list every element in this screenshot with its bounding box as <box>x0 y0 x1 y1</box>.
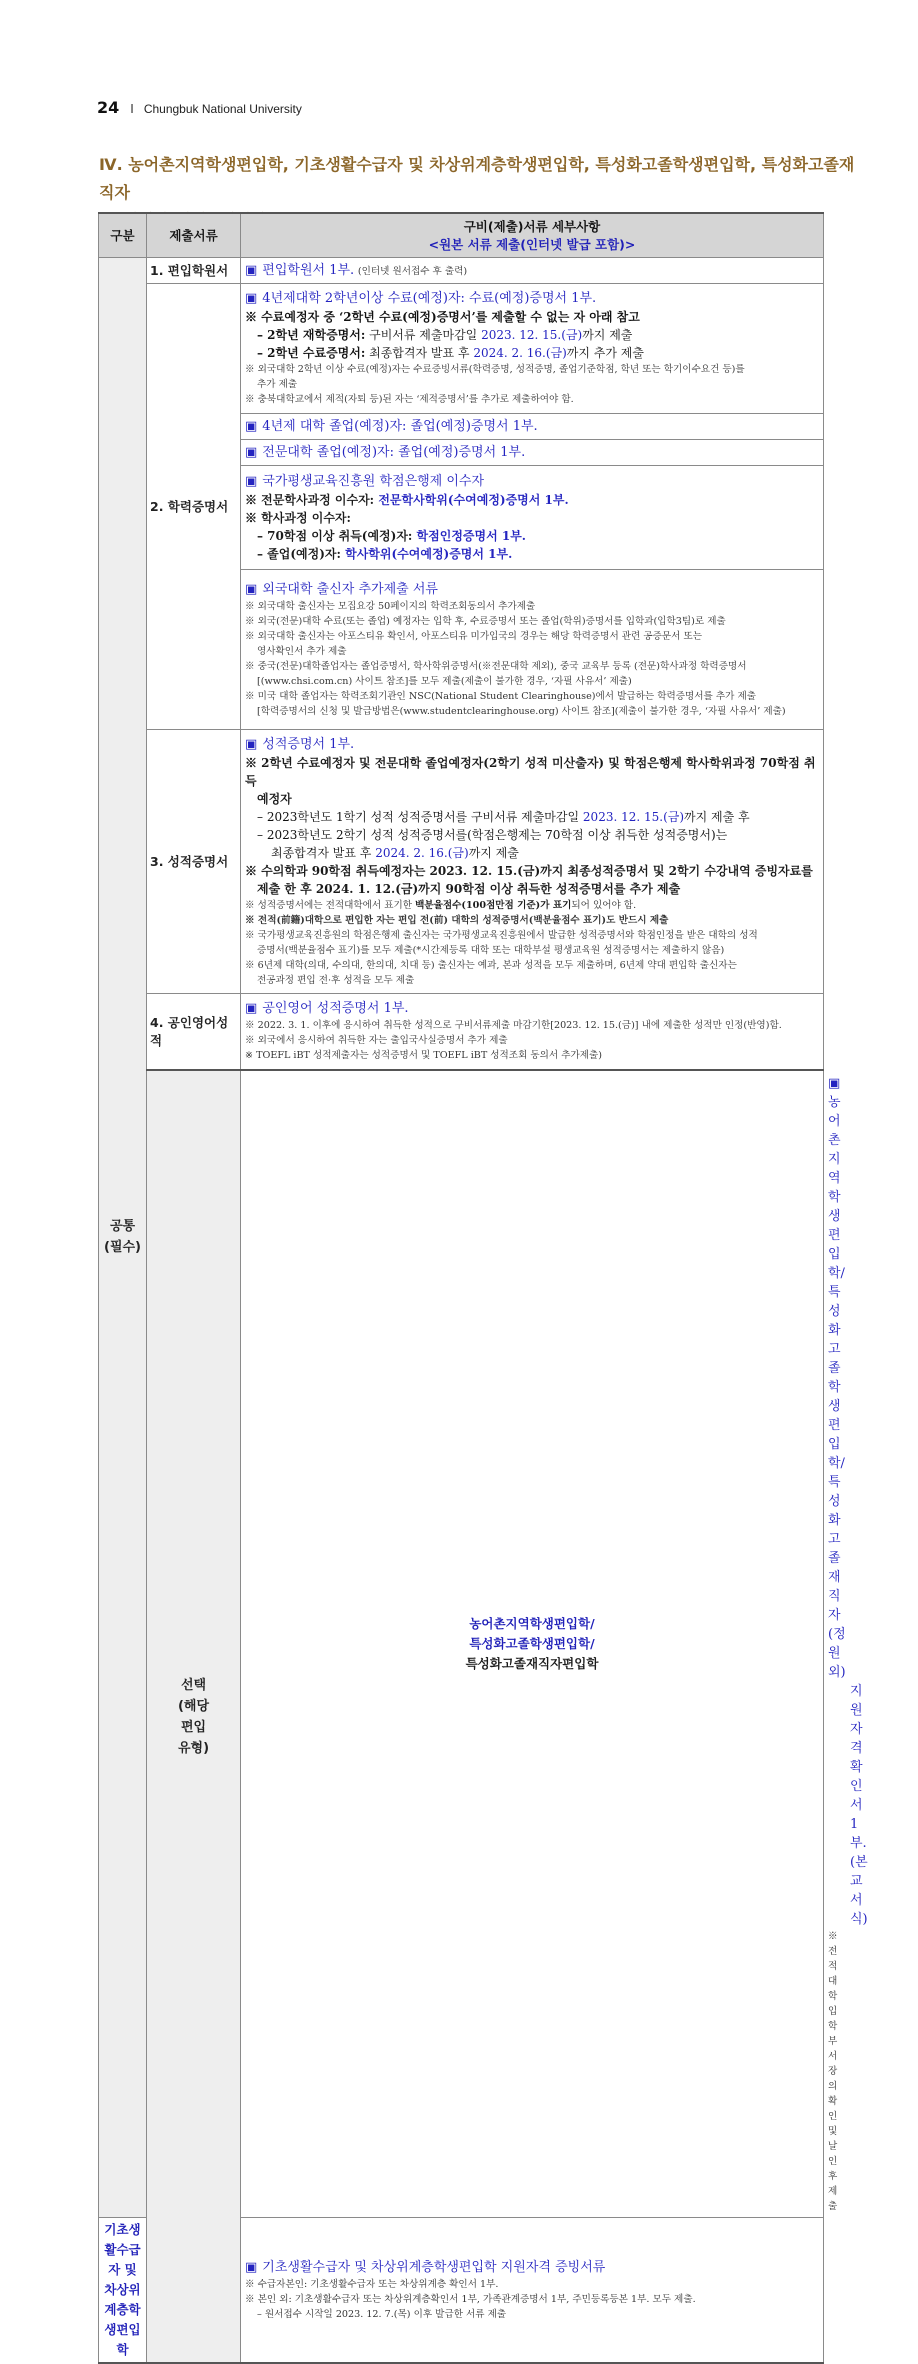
page-header <box>97 98 302 117</box>
table-row <box>99 283 824 413</box>
detail-line: 제출 한 후 2024. 1. 12.(금)까지 90학점 이상 취득한 성적증명서를 추가 제출 <box>257 881 681 896</box>
detail-basic-livelihood <box>241 2218 824 2364</box>
checkbox-square-icon: ▣ <box>245 418 258 434</box>
header-documents: 제출서류 <box>147 213 241 257</box>
detail-note: ※ 국가평생교육진흥원의 학점은행제 출신자는 국가평생교육진흥원에서 발급한 성적증명서와 학점인정을 받은 대학의 성적 <box>245 929 758 941</box>
checkbox-square-icon: ▣ <box>245 581 258 597</box>
detail-note: 증명서(백분율점수 표기)를 모두 제출(*시간제등록 대학 또는 대학부설 평생교육원 성적증명서는 제출하지 않음) <box>257 944 725 956</box>
detail-text: ※ 성적증명서에는 전적대학에서 표기한 <box>245 899 413 911</box>
doc-label-line: 특성화고졸재직자편입학 <box>465 1656 599 1671</box>
detail-text: 학점인정증명서 1부. <box>416 528 526 543</box>
detail-title: 편입학원서 1부. <box>262 262 355 278</box>
detail-line <box>245 808 819 826</box>
detail-note: 영사확인서 추가 제출 <box>257 645 347 657</box>
table-header-row <box>99 213 824 257</box>
detail-note: ※ 2022. 3. 1. 이후에 응시하여 취득한 성적으로 구비서류제출 마감기한[2023. 12. 15.(금)] 내에 제출한 성적만 인정(반영)함. <box>245 1020 782 1032</box>
detail-line <box>245 491 819 509</box>
detail-note: – 원서접수 시작일 2023. 12. 7.(목) 이후 발급한 서류 제출 <box>257 2309 507 2320</box>
table-row <box>99 257 824 283</box>
doc-transcript: 3. 성적증명서 <box>147 729 241 993</box>
detail-note: 추가 제출 <box>257 379 298 390</box>
detail-note: ※ 외국에서 응시하여 취득한 자는 출입국사실증명서 추가 제출 <box>245 1035 508 1047</box>
deadline-date: 2024. 2. 16.(금) <box>473 346 567 360</box>
header-details-title: 구비(제출)서류 세부사항 <box>463 219 601 235</box>
detail-line: 예정자 <box>257 791 292 806</box>
detail-note: ※ 충북대학교에서 제적(자퇴 등)된 자는 ‘제적증명서’를 추가로 제출하여야 함. <box>245 394 574 405</box>
doc-english-score: 4. 공인영어성적 <box>147 993 241 1070</box>
checkbox-square-icon: ▣ <box>245 291 258 306</box>
detail-label: – 70학점 이상 취득(예정)자: <box>257 528 413 543</box>
detail-title: 4년제대학 2학년이상 수료(예정)자: 수료(예정)증명서 1부. <box>262 291 597 306</box>
detail-line: ※ 수의학과 90학점 취득예정자는 2023. 12. 15.(금)까지 최종성적증명서 및 2학기 수강내역 증빙자료를 <box>245 863 813 878</box>
detail-line: – 2023학년도 2학기 성적 성적증명서를(학점은행제는 70학점 이상 취득한 성적증명서)는 <box>257 827 728 842</box>
university-name: Chungbuk National University <box>143 102 302 116</box>
optional-group-sublabel: 유형) <box>177 1740 210 1756</box>
optional-group-label: 선택 <box>180 1677 207 1693</box>
detail-note: ※ 외국(전문)대학 수료(또는 졸업) 예정자는 입학 후, 수료증명서 또는 졸업(학위)증명서를 입학과(입학3팀)로 제출 <box>245 615 726 627</box>
detail-title: 기초생활수급자 및 차상위계층학생편입학 지원자격 증빙서류 <box>262 2260 606 2275</box>
detail-title: 외국대학 출신자 추가제출 서류 <box>262 581 438 597</box>
detail-line: ※ 2학년 수료예정자 및 전문대학 졸업예정자(2학기 성적 미산출자) 및 학점은행제 학사학위과정 70학점 취득 <box>245 755 816 788</box>
doc-rural-specialized <box>241 1070 824 2218</box>
common-group-label: 공통 <box>109 1219 136 1235</box>
detail-english-score <box>241 993 824 1070</box>
detail-note: (인터넷 원서접수 후 출력) <box>357 265 468 277</box>
doc-application-form: 1. 편입학원서 <box>147 257 241 283</box>
optional-group-cell <box>147 1070 241 2363</box>
detail-text: 까지 제출 후 <box>684 809 750 824</box>
detail-note: ※ 미국 대학 졸업자는 학력조회기관인 NSC(National Student Clearinghouse)에서 발급하는 학력증명서를 추가 제출 <box>245 690 756 702</box>
optional-group-sublabel: (해당 <box>177 1698 210 1714</box>
detail-transcript <box>241 729 824 993</box>
detail-text: 되어 있어야 함. <box>571 899 637 911</box>
detail-label: ※ 전문학사과정 이수자: <box>245 492 375 507</box>
table-row: 선택 (해당 편입 유형) 농어촌지역학생편입학/ 특성화고졸학생편입학/ 특성화고졸재직자편입학 ▣농어촌지역학생편입학/특성화고졸학생편입학/특성화고졸재직자(정원외) 지원자격 확인서 1부.(본교서식) ※ 전적대학 입학부서장의 확인 및 날인 후 제출 <box>99 1070 824 2218</box>
doc-label-line: 농어촌지역학생편입학/ <box>469 1616 595 1631</box>
detail-line <box>245 344 819 362</box>
doc-label-line: 기초생활수급자 및 <box>104 2222 141 2277</box>
detail-credit-bank <box>241 465 824 569</box>
detail-line: ※ 수료예정자 중 ‘2학년 수료(예정)증명서’를 제출할 수 없는 자 아래 참고 <box>245 310 640 324</box>
detail-title: 공인영어 성적증명서 1부. <box>262 1001 409 1017</box>
doc-basic-livelihood <box>99 2218 147 2364</box>
page-number: 24 <box>97 98 120 117</box>
detail-text: – 2023학년도 1학기 성적 성적증명서를 구비서류 제출마감일 <box>257 809 580 824</box>
doc-academic-certificate: 2. 학력증명서 <box>147 283 241 729</box>
doc-label-line: 차상위계층학생편입학 <box>104 2282 141 2357</box>
detail-note: ※ 외국대학 2학년 이상 수료(예정)자는 수료증빙서류(학력증명, 성적증명, 졸업기준학점, 학년 또는 학기이수요건 등)를 <box>245 364 745 375</box>
detail-title: 전문대학 졸업(예정)자: 졸업(예정)증명서 1부. <box>262 444 526 460</box>
detail-note: [학력증명서의 신청 및 발급방법은(www.studentclearinghouse.org) 사이트 참조](제출이 불가한 경우, ‘자필 사유서’ 제출) <box>257 705 786 717</box>
checkbox-square-icon: ▣ <box>245 262 258 278</box>
header-separator: I <box>130 102 134 116</box>
common-group-sublabel: (필수) <box>104 1240 141 1256</box>
detail-note <box>245 898 819 913</box>
section-title-line1: Ⅳ. 농어촌지역학생편입학, 기초생활수급자 및 차상위계층학생편입학, 특성화고졸학생편입학, 특성화고졸재직자 <box>99 155 855 202</box>
table-row <box>99 729 824 993</box>
detail-text: 백분율점수(100점만점 기준)가 표기 <box>415 899 572 911</box>
detail-text: 최종합격자 발표 후 <box>369 346 470 360</box>
detail-label: – 2학년 수료증명서: <box>257 346 366 360</box>
checkbox-square-icon: ▣ <box>245 736 258 752</box>
detail-line <box>245 545 819 563</box>
detail-note: ※ 본인 외: 기초생활수급자 또는 차상위계층확인서 1부, 가족관계증명서 1부, 주민등록등본 1부. 모두 제출. <box>245 2294 696 2305</box>
detail-application-form <box>241 257 824 283</box>
checkbox-square-icon: ▣ <box>828 1076 841 1091</box>
detail-graduation-certificate <box>241 413 824 439</box>
detail-note: ※ 중국(전문)대학졸업자는 졸업증명서, 학사학위증명서(※전문대학 제외), 중국 교육부 등록 (전문)학사과정 학력증명서 <box>245 660 747 672</box>
header-details <box>241 213 824 257</box>
detail-foreign-university <box>241 569 824 729</box>
table-row <box>99 993 824 1070</box>
detail-completion-certificate <box>241 283 824 413</box>
detail-title: 농어촌지역학생편입학/특성화고졸학생편입학/특성화고졸재직자(정원외) <box>828 1095 846 1680</box>
detail-note: 전공과정 편입 전·후 성적을 모두 제출 <box>257 974 415 986</box>
detail-line <box>245 844 819 862</box>
deadline-date: 2023. 12. 15.(금) <box>582 809 685 824</box>
detail-title: 지원자격 확인서 1부.(본교서식) <box>850 1684 868 1927</box>
detail-line <box>245 326 819 344</box>
checkbox-square-icon: ▣ <box>245 444 258 460</box>
detail-line <box>245 527 819 545</box>
detail-line: ※ 학사과정 이수자: <box>245 510 351 525</box>
checkbox-square-icon: ▣ <box>245 1001 258 1017</box>
deadline-date: 2024. 2. 16.(금) <box>375 845 469 860</box>
detail-note: ※ 전적(前籍)대학으로 편입한 자는 편입 전(前) 대학의 성적증명서(백분율점수 표기)도 반드시 제출 <box>245 914 669 926</box>
detail-note: ※ 수급자본인: 기초생활수급자 또는 차상위계층 확인서 1부. <box>245 2279 499 2290</box>
deadline-date: 2023. 12. 15.(금) <box>481 328 583 342</box>
detail-college-graduation-certificate <box>241 439 824 465</box>
detail-note: ※ 외국대학 출신자는 모집요강 50페이지의 학력조회동의서 추가제출 <box>245 600 536 612</box>
detail-label: – 졸업(예정)자: <box>257 546 341 561</box>
detail-note: ※ TOEFL iBT 성적제출자는 성적증명서 및 TOEFL iBT 성적조회 동의서 추가제출) <box>245 1050 603 1062</box>
detail-text: 구비서류 제출마감일 <box>369 328 478 342</box>
detail-text: 최종합격자 발표 후 <box>271 845 372 860</box>
detail-text: 까지 추가 제출 <box>566 346 644 360</box>
detail-title: 4년제 대학 졸업(예정)자: 졸업(예정)증명서 1부. <box>262 418 538 434</box>
detail-note: ※ 외국대학 출신자는 아포스티유 확인서, 아포스티유 미가입국의 경우는 해당 학력증명서 관련 공증문서 또는 <box>245 630 703 642</box>
common-group-cell <box>99 257 147 2218</box>
checkbox-square-icon: ▣ <box>245 2260 258 2275</box>
header-category: 구분 <box>99 213 147 257</box>
header-details-subtitle: <원본 서류 제출(인터넷 발급 포함)> <box>428 237 636 253</box>
doc-label-line: 특성화고졸학생편입학/ <box>469 1636 595 1651</box>
detail-note: [(www.chsi.com.cn) 사이트 참조]를 모두 제출(제출이 불가한 경우, ‘자필 사유서’ 제출) <box>257 675 632 687</box>
checkbox-square-icon: ▣ <box>245 473 258 489</box>
detail-text: 까지 제출 <box>468 845 519 860</box>
detail-label: – 2학년 재학증명서: <box>257 328 366 342</box>
detail-title: 성적증명서 1부. <box>262 736 355 752</box>
detail-note: ※ 6년제 대학(의대, 수의대, 한의대, 치대 등) 출신자는 예과, 본과 성적을 모두 제출하며, 6년제 약대 편입학 출신자는 <box>245 959 737 971</box>
detail-title: 국가평생교육진흥원 학점은행제 이수자 <box>262 473 485 489</box>
optional-group-sublabel: 편입 <box>180 1719 207 1735</box>
detail-text: 학사학위(수여예정)증명서 1부. <box>345 546 513 561</box>
detail-text: 까지 제출 <box>582 328 633 342</box>
required-documents-table <box>98 212 868 2364</box>
detail-text: 전문학사학위(수여예정)증명서 1부. <box>378 492 569 507</box>
